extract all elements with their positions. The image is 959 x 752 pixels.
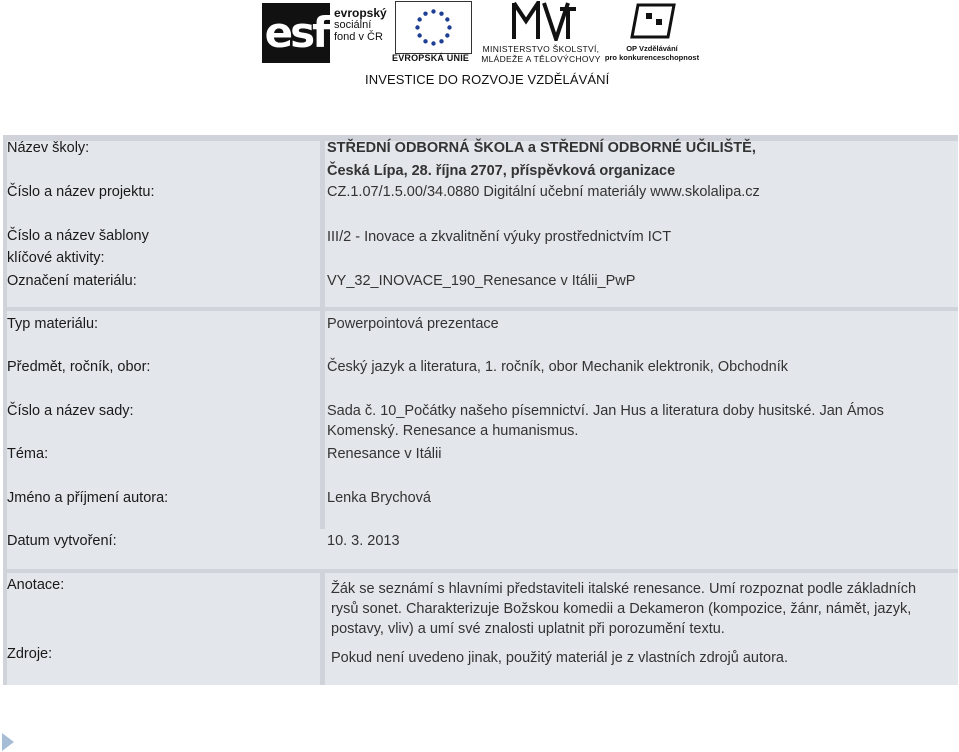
msmt-logo-icon	[508, 1, 578, 41]
msmt-line-2: MLÁDEŽE A TĚLOVÝCHOVY	[481, 54, 601, 64]
eu-star	[439, 39, 443, 43]
investice-slogan: INVESTICE DO ROZVOJE VZDĚLÁVÁNÍ	[365, 72, 610, 87]
datum-label: Datum vytvoření:	[7, 533, 117, 549]
oznaceni-label: Označení materiálu:	[7, 273, 137, 289]
skola-label: Název školy:	[7, 140, 90, 156]
eu-star	[431, 41, 435, 45]
predmet-value: Český jazyk a literatura, 1. ročník, obor Mechanik elektronik, Obchodník	[327, 359, 788, 375]
op-line-2: pro konkurenceschopnost	[604, 53, 700, 62]
projekt-label: Číslo a název projektu:	[7, 184, 155, 200]
datum-value: 10. 3. 2013	[327, 533, 400, 549]
eu-star	[423, 11, 427, 15]
eu-star	[417, 33, 421, 37]
oznaceni-value: VY_32_INOVACE_190_Renesance v Itálii_PwP	[327, 273, 636, 289]
eu-star	[447, 25, 451, 29]
eu-flag-icon	[395, 1, 472, 54]
esf-line-2: sociální	[334, 19, 372, 31]
op-logo-icon	[628, 1, 678, 41]
sablona-label-line-2: klíčové aktivity:	[7, 250, 105, 266]
anotace-value: Žák se seznámí s hlavními představiteli italské renesance. Umí rozpoznat podle základních rysů sonet. Charakterizuje Božskou komedii a Dekameron (kompozice, žánr, námět, jazyk, postavy, vliv) a umí své znalosti uplatnit při porozumění textu.	[331, 581, 917, 637]
autor-value: Lenka Brychová	[327, 490, 431, 506]
esf-logo-text	[334, 7, 394, 43]
anotace-label: Anotace:	[7, 577, 65, 593]
zdroje-value: Pokud není uvedeno jinak, použitý materiál je z vlastních zdrojů autora.	[331, 650, 789, 666]
skola-value-line-1: STŘEDNÍ ODBORNÁ ŠKOLA a STŘEDNÍ ODBORNÉ UČILIŠTĚ,	[327, 140, 756, 156]
sada-value: Sada č. 10_Počátky našeho písemnictví. Jan Hus a literatura doby husitské. Jan Ámos Komenský. Renesance a humanismus.	[327, 403, 884, 439]
eu-star	[417, 17, 421, 21]
sablona-label-line-1: Číslo a název šablony	[7, 228, 149, 244]
esf-logo	[262, 3, 387, 63]
eu-star	[445, 17, 449, 21]
op-caption	[602, 44, 702, 62]
msmt-line-1: MINISTERSTVO ŠKOLSTVÍ,	[482, 44, 600, 54]
op-line-1: OP Vzdělávání	[626, 44, 678, 53]
skola-value-line-2: Česká Lípa, 28. října 2707, příspěvková organizace	[327, 163, 676, 179]
eu-star	[431, 9, 435, 13]
esf-logo-mark: esf	[262, 3, 330, 63]
eu-caption: EVROPSKÁ UNIE	[392, 53, 470, 63]
slide-corner-arrow-icon	[2, 733, 14, 751]
eu-star	[423, 39, 427, 43]
esf-line-1: evropský	[334, 6, 387, 20]
typ-label: Typ materiálu:	[7, 316, 99, 332]
esf-line-3: fond v ČR	[334, 31, 383, 43]
tema-label: Téma:	[7, 446, 49, 462]
logo-strip	[0, 0, 959, 95]
tema-value: Renesance v Itálii	[327, 446, 442, 462]
sada-label: Číslo a název sady:	[7, 403, 134, 419]
autor-label: Jméno a příjmení autora:	[7, 490, 169, 506]
zdroje-label: Zdroje:	[7, 646, 53, 662]
sablona-value: III/2 - Inovace a zkvalitnění výuky prostřednictvím ICT	[327, 229, 672, 245]
date-row-bg	[7, 529, 958, 569]
projekt-value: CZ.1.07/1.5.00/34.0880 Digitální učební materiály www.skolalipa.cz	[327, 184, 760, 200]
typ-value: Powerpointová prezentace	[327, 316, 499, 332]
eu-star	[415, 25, 419, 29]
eu-star	[445, 33, 449, 37]
eu-star	[439, 11, 443, 15]
predmet-label: Předmět, ročník, obor:	[7, 359, 151, 375]
msmt-caption	[476, 44, 606, 64]
